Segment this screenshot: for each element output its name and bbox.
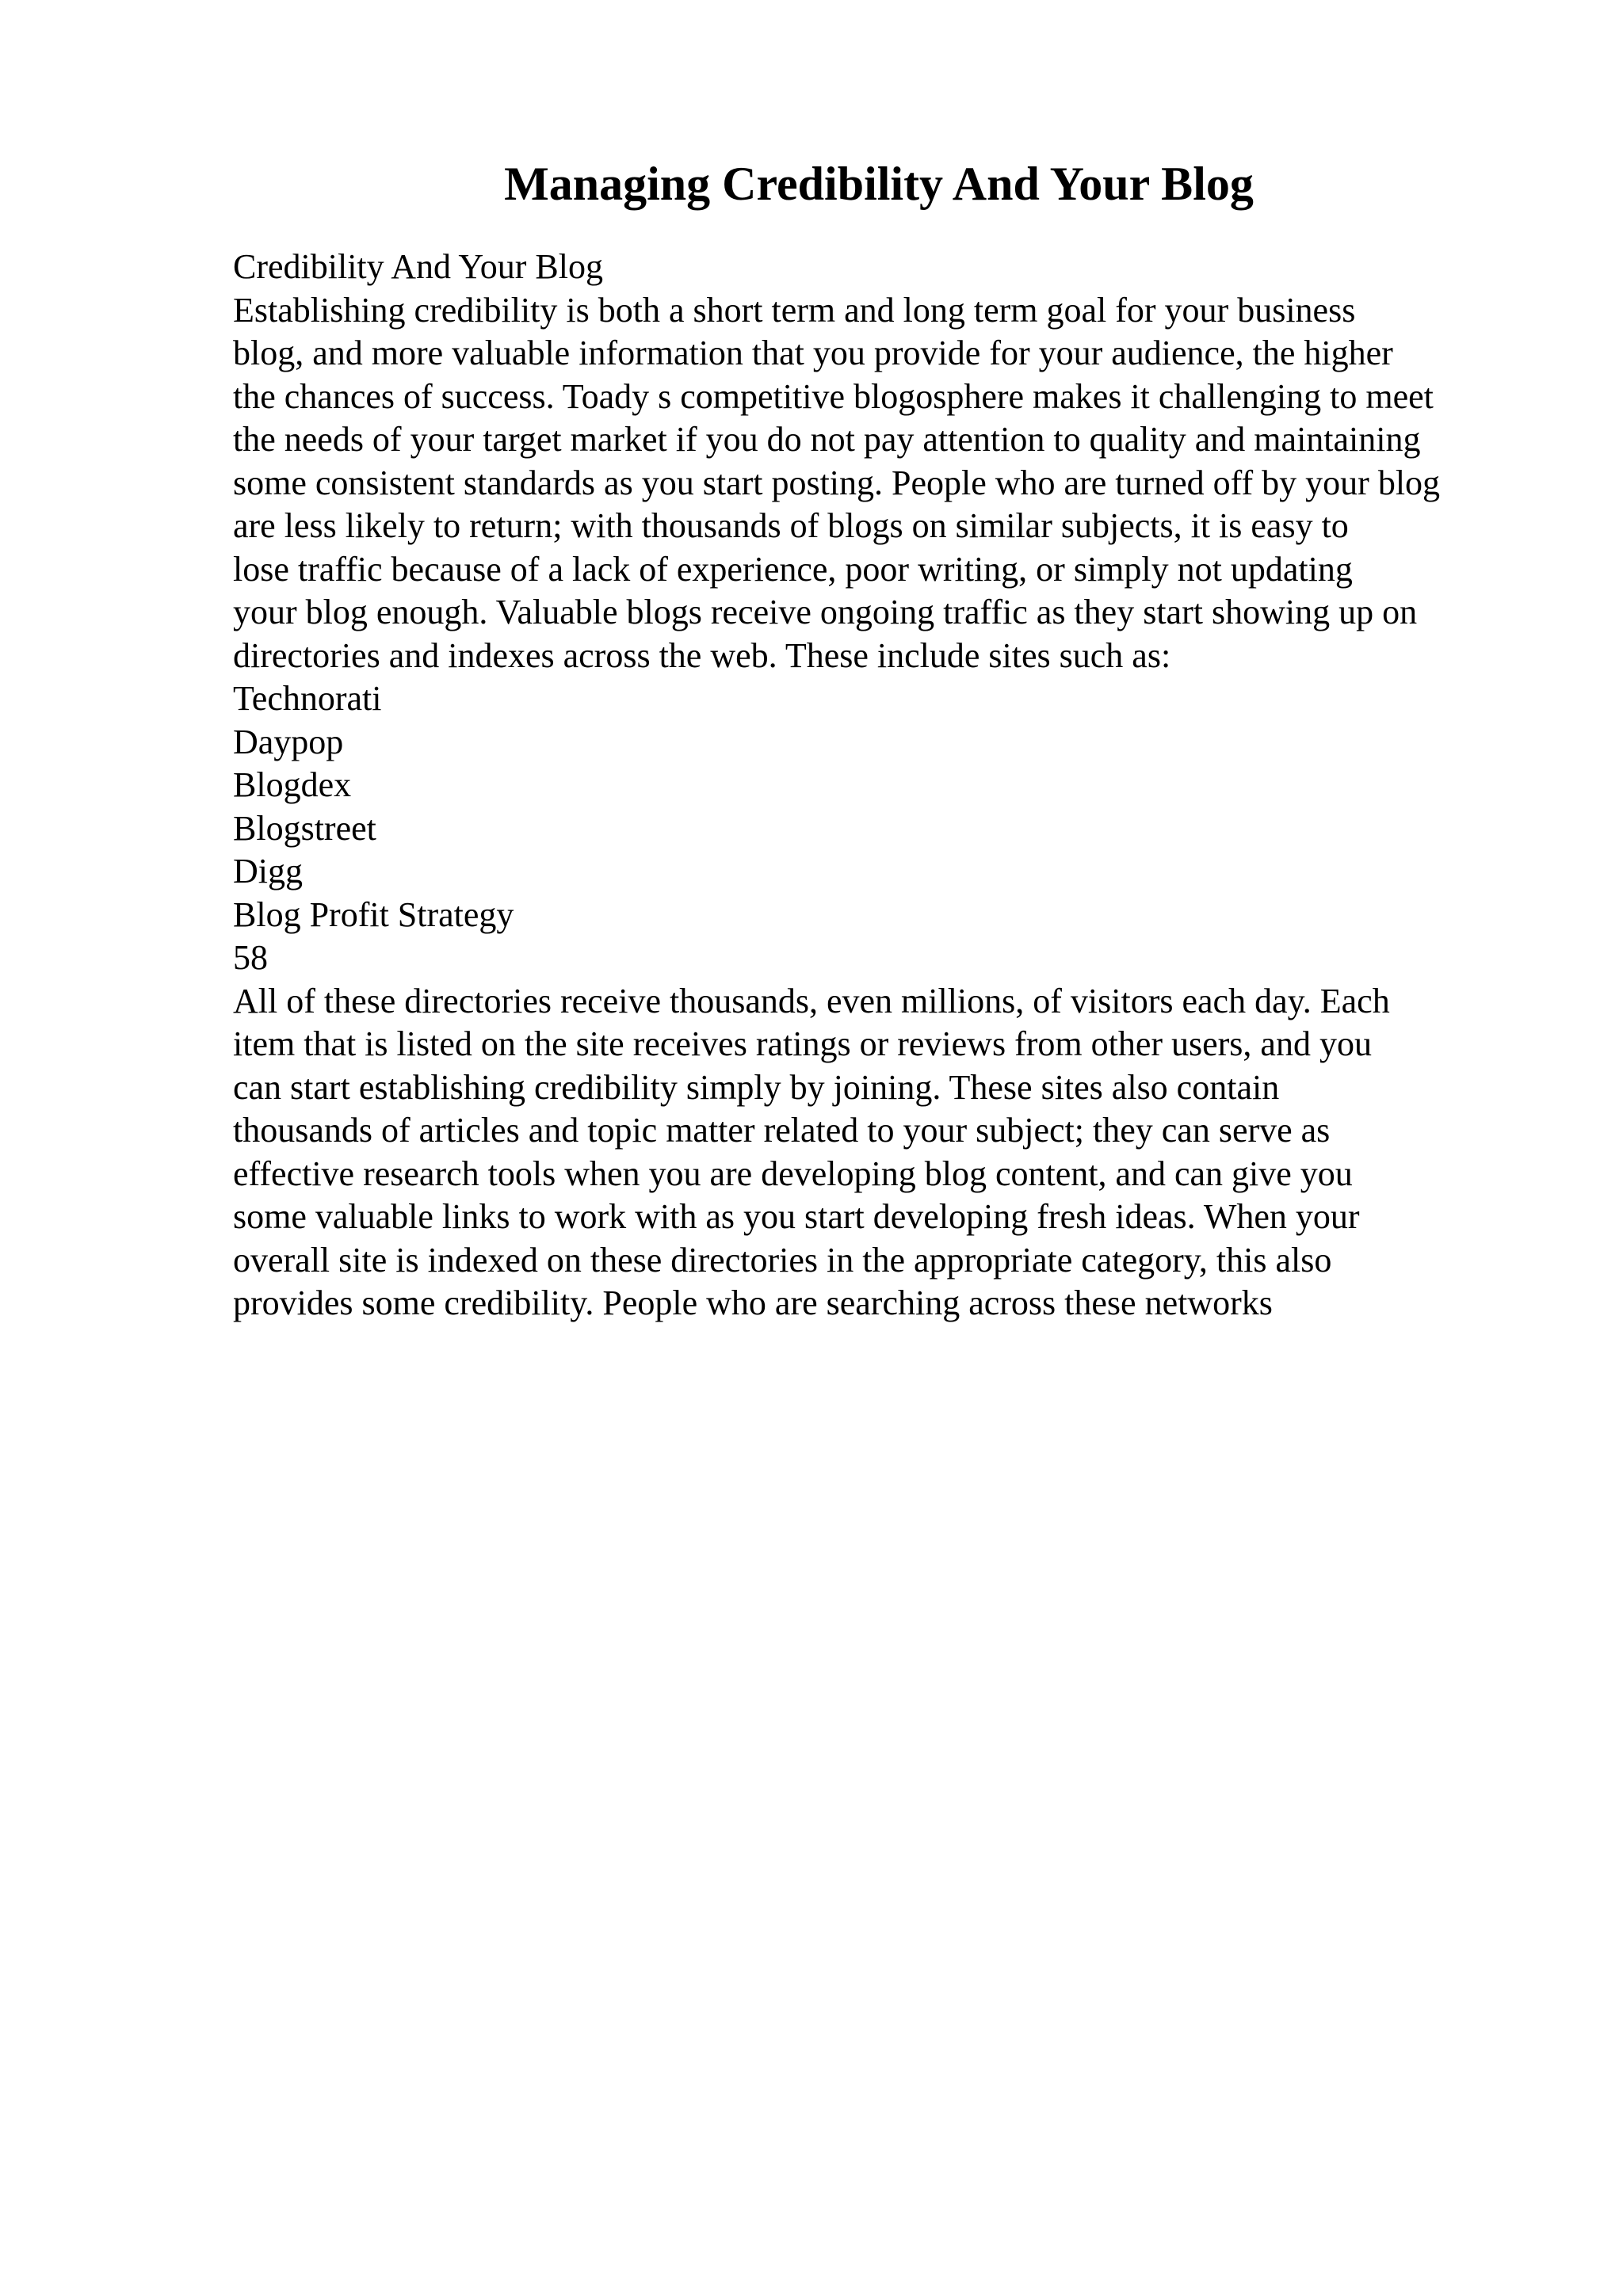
paragraph-line: are less likely to return; with thousands of blogs on similar subjects, it is easy to	[233, 506, 1349, 545]
document-body	[233, 246, 1580, 1325]
paragraph-line: the chances of success. Toady s competitive blogosphere makes it challenging to meet	[233, 376, 1434, 416]
site-list-item: Technorati	[233, 679, 382, 718]
paragraph-line: your blog enough. Valuable blogs receive ongoing traffic as they start showing up on	[233, 593, 1418, 631]
page-title: Managing Credibility And Your Blog	[504, 158, 1254, 210]
subheading: Credibility And Your Blog	[233, 247, 603, 286]
paragraph-line: effective research tools when you are developing blog content, and can give you	[233, 1154, 1353, 1193]
paragraph-line: Establishing credibility is both a short term and long term goal for your business	[233, 290, 1356, 330]
site-list-item: Daypop	[233, 722, 344, 761]
paragraph-line: blog, and more valuable information that you provide for your audience, the higher	[233, 334, 1393, 372]
paragraph-2	[233, 980, 1580, 1325]
page-number: 58	[233, 938, 268, 977]
paragraph-line: provides some credibility. People who are searching across these networks	[233, 1283, 1273, 1322]
site-list-item: Digg	[233, 852, 303, 891]
site-list-item: Blogdex	[233, 765, 352, 804]
paragraph-line: overall site is indexed on these directories in the appropriate category, this also	[233, 1240, 1332, 1280]
paragraph-line: thousands of articles and topic matter related to your subject; they can serve as	[233, 1111, 1331, 1150]
paragraph-line: the needs of your target market if you do not pay attention to quality and maintaining	[233, 420, 1421, 459]
site-list-item: Blogstreet	[233, 808, 376, 848]
paragraph-line: lose traffic because of a lack of experience, poor writing, or simply not updating	[233, 549, 1353, 589]
paragraph-line: directories and indexes across the web. These include sites such as:	[233, 635, 1171, 675]
footer-label: Blog Profit Strategy	[233, 894, 514, 934]
paragraph-line: All of these directories receive thousands, even millions, of visitors each day. Each	[233, 981, 1390, 1020]
paragraph-line: can start establishing credibility simply by joining. These sites also contain	[233, 1067, 1280, 1107]
paragraph-line: some valuable links to work with as you start developing fresh ideas. When your	[233, 1197, 1360, 1236]
paragraph-line: some consistent standards as you start posting. People who are turned off by your blog	[233, 463, 1441, 502]
paragraph-1	[233, 289, 1580, 678]
site-list	[233, 677, 1580, 894]
paragraph-line: item that is listed on the site receives ratings or reviews from other users, and you	[233, 1024, 1372, 1063]
